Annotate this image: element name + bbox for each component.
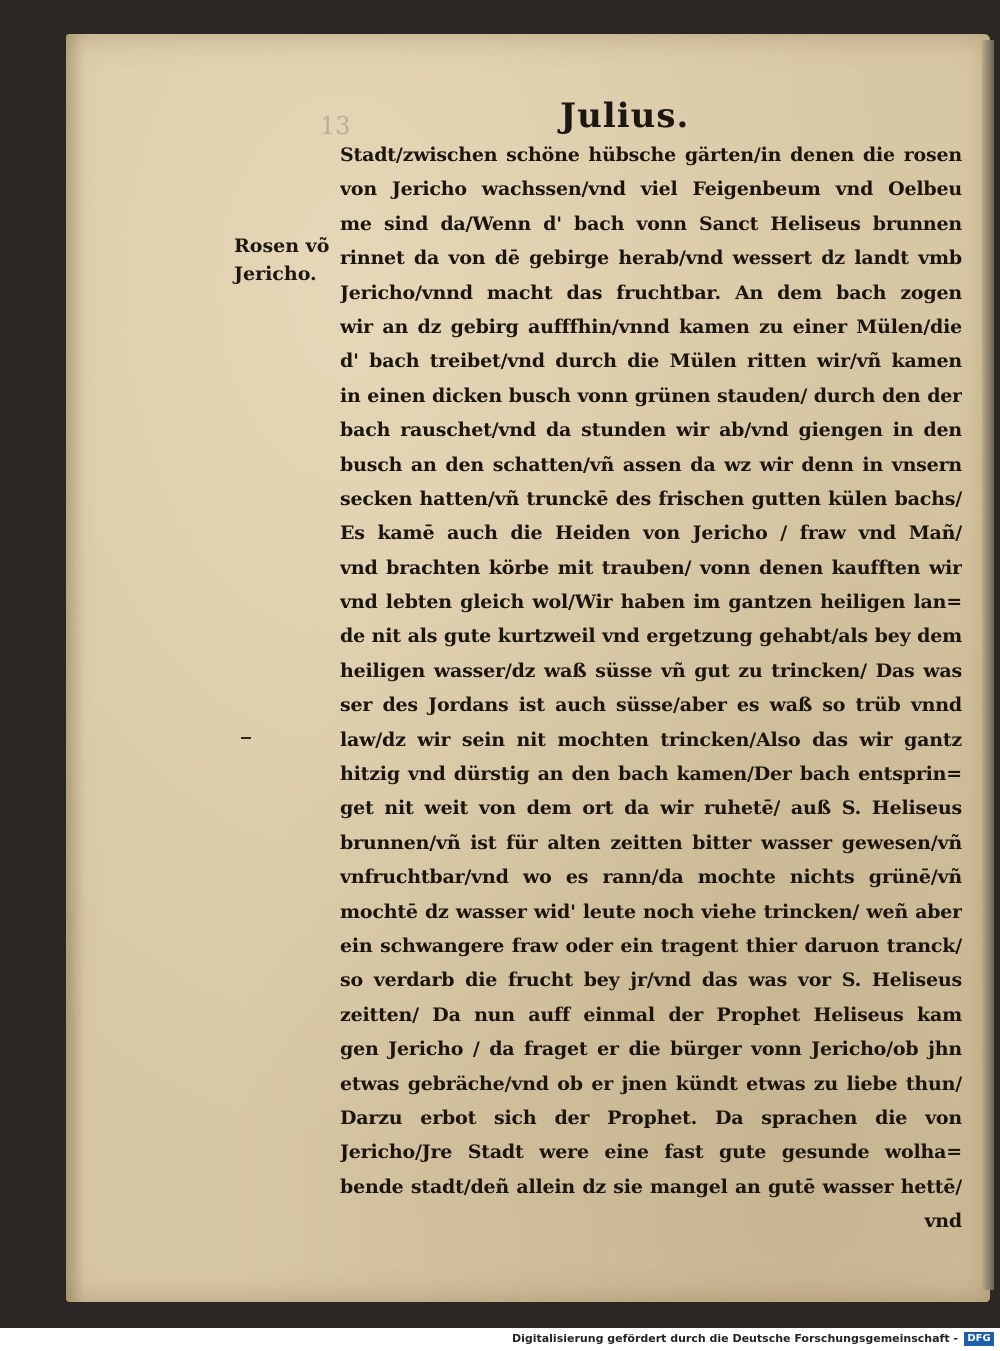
margin-mark bbox=[241, 737, 251, 739]
catchword: vnd bbox=[924, 1210, 962, 1233]
text-line: secken hatten/vñ trunckē des frischen gutten külen bachs/ bbox=[340, 487, 962, 510]
text-line: vnfruchtbar/vnd wo es rann/da mochte nichts grünē/vñ bbox=[340, 866, 962, 889]
text-line: de nit als gute kurtzweil vnd ergetzung gehabt/als bey dem bbox=[340, 625, 962, 648]
text-line: Jericho/Jre Stadt were eine fast gute gesunde wolha= bbox=[340, 1141, 962, 1164]
text-line: d' bach treibet/vnd durch die Mülen ritten wir/vñ kamen bbox=[340, 350, 962, 373]
text-line: mochtē dz wasser wid' leute noch viehe trincken/ weñ aber bbox=[340, 900, 962, 923]
margin-note bbox=[234, 232, 334, 288]
text-line: in einen dicken busch vonn grünen stauden/ durch den der bbox=[340, 384, 962, 407]
text-line: Jericho/vnnd macht das fruchtbar. An dem bach zogen bbox=[340, 281, 962, 304]
text-line: zeitten/ Da nun auff einmal der Prophet Heliseus kam bbox=[340, 1003, 962, 1026]
text-line: me sind da/Wenn d' bach vonn Sanct Heliseus brunnen bbox=[340, 212, 962, 235]
text-line: vnd brachten körbe mit trauben/ vonn denen kaufften wir bbox=[340, 556, 962, 579]
page-folio: 13 bbox=[320, 112, 351, 140]
text-line: hitzig vnd dürstig an den bach kamen/Der bach entsprin= bbox=[340, 763, 962, 786]
text-line: vnd lebten gleich wol/Wir haben im gantzen heiligen lan= bbox=[340, 591, 962, 614]
margin-note-line: Rosen võ bbox=[234, 235, 330, 257]
dfg-logo: DFG bbox=[964, 1332, 994, 1346]
page-edge bbox=[982, 40, 994, 1290]
body-text bbox=[340, 138, 962, 1239]
funding-credit: Digitalisierung gefördert durch die Deutsche Forschungsgemeinschaft - bbox=[511, 1332, 958, 1345]
text-line: Stadt/zwischen schöne hübsche gärten/in denen die rosen bbox=[340, 144, 962, 166]
footer-bar bbox=[0, 1328, 1000, 1351]
page-header: Julius. bbox=[560, 96, 690, 136]
margin-note-line: Jericho. bbox=[234, 263, 317, 285]
text-line: so verdarb die frucht bey jr/vnd das was vor S. Heliseus bbox=[340, 969, 962, 992]
text-line: von Jericho wachssen/vnd viel Feigenbeum vnd Oelbeu bbox=[340, 178, 962, 201]
text-line: Es kamē auch die Heiden von Jericho / fraw vnd Mañ/ bbox=[340, 522, 962, 545]
text-line: ser des Jordans ist auch süsse/aber es waß so trüb vnnd bbox=[340, 694, 962, 717]
text-line: law/dz wir sein nit mochten trincken/Also das wir gantz bbox=[340, 728, 962, 751]
text-line: heiligen wasser/dz waß süsse vñ gut zu trincken/ Das was bbox=[340, 659, 962, 682]
text-line: wir an dz gebirg aufffhin/vnnd kamen zu einer Mülen/die bbox=[340, 315, 962, 338]
text-line: brunnen/vñ ist für alten zeitten bitter wasser gewesen/vñ bbox=[340, 831, 962, 854]
text-line: bach rauschet/vnd da stunden wir ab/vnd giengen in den bbox=[340, 419, 962, 442]
text-line: etwas gebräche/vnd ob er jnen kündt etwas zu liebe thun/ bbox=[340, 1072, 962, 1095]
text-line: ein schwangere fraw oder ein tragent thier daruon tranck/ bbox=[340, 934, 962, 957]
text-line: get nit weit von dem ort da wir ruhetē/ auß S. Heliseus bbox=[340, 797, 962, 820]
text-line: gen Jericho / da fraget er die bürger vonn Jericho/ob jhn bbox=[340, 1038, 962, 1061]
text-line: busch an den schatten/vñ assen da wz wir denn in vnsern bbox=[340, 453, 962, 476]
text-line: bende stadt/deñ allein dz sie mangel an gutē wasser hettē/ bbox=[340, 1175, 962, 1198]
text-line: rinnet da von dē gebirge herab/vnd wessert dz landt vmb bbox=[340, 247, 962, 270]
text-line: Darzu erbot sich der Prophet. Da sprachen die von bbox=[340, 1106, 962, 1129]
